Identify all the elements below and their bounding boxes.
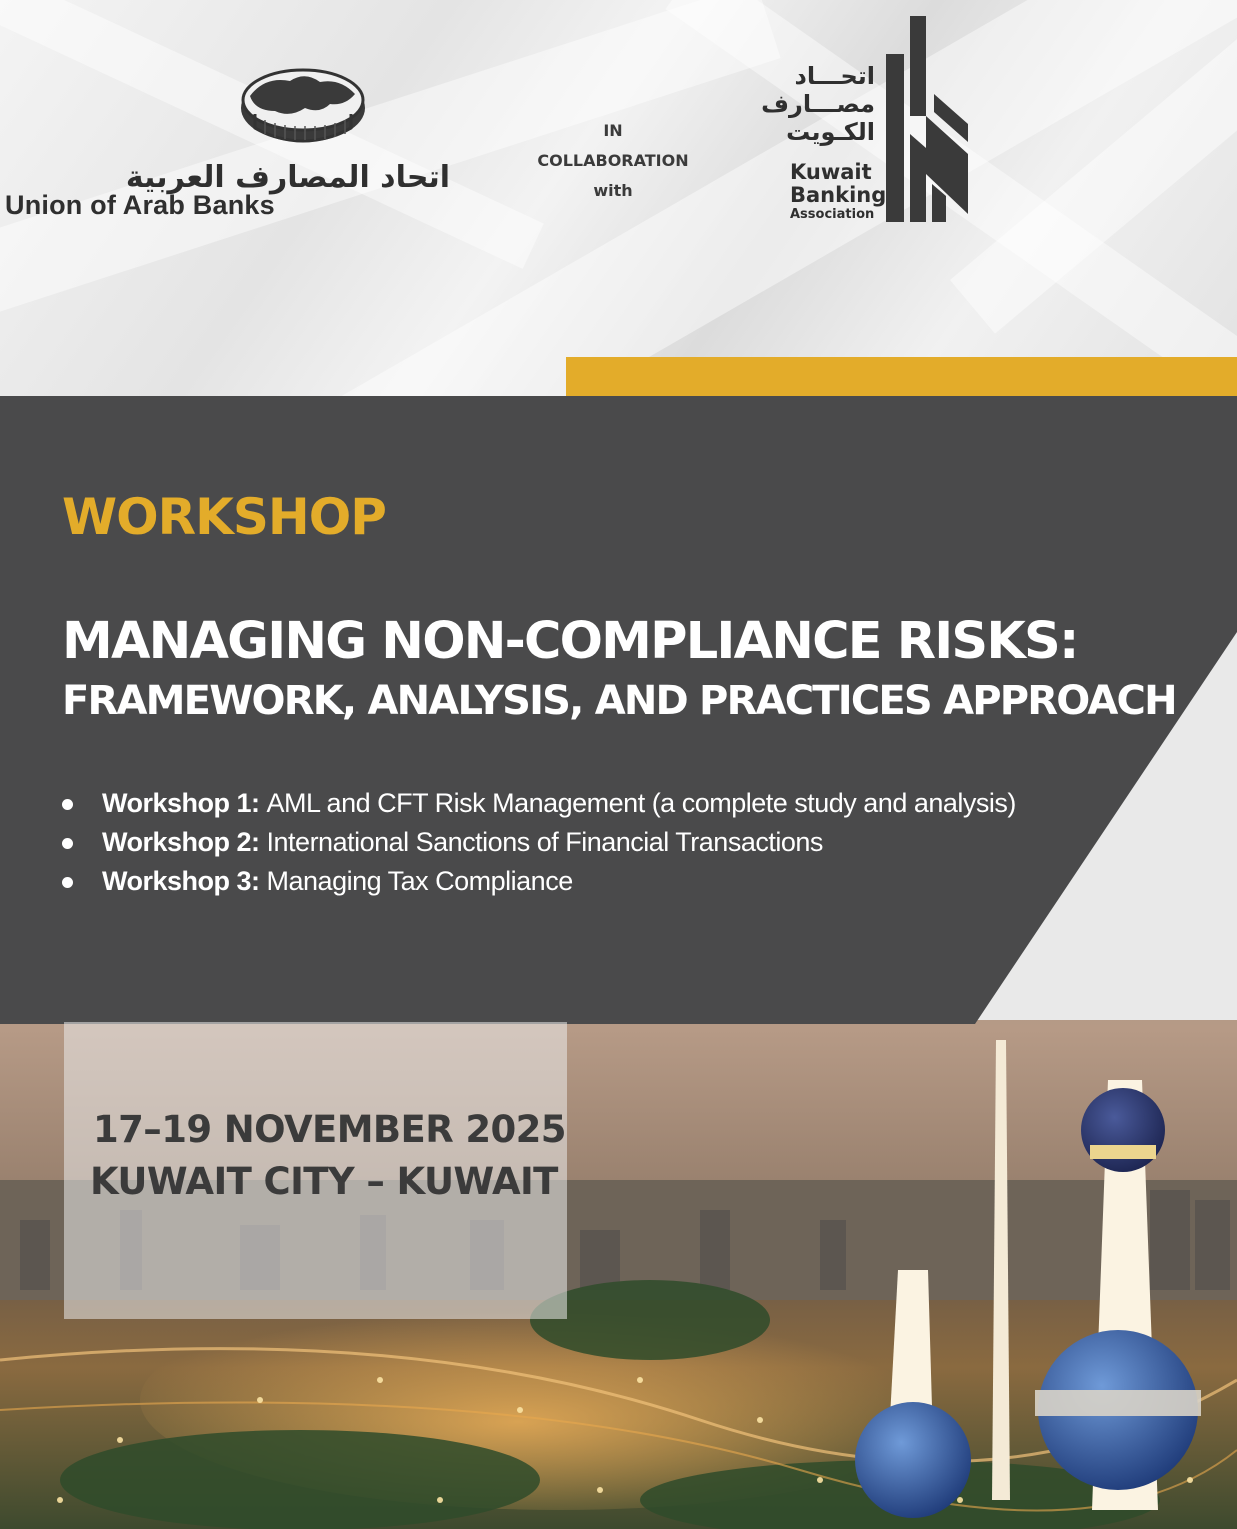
event-location: KUWAIT CITY – KUWAIT bbox=[90, 1160, 558, 1203]
uab-name: Union of Arab Banks bbox=[5, 190, 275, 220]
workshop-topic: AML and CFT Risk Management (a complete study and analysis) bbox=[266, 788, 1016, 818]
workshop-label: Workshop 2: bbox=[102, 827, 267, 857]
workshop-topic: International Sanctions of Financial Transactions bbox=[266, 827, 823, 857]
kba-arabic-line: اتحـــاد bbox=[794, 62, 875, 90]
kba-name-line: Kuwait bbox=[790, 160, 872, 184]
uab-arabic-wordmark: اتحاد المصارف العربية bbox=[125, 160, 450, 195]
kba-arabic-line: مصـــارف bbox=[761, 90, 875, 118]
collab-line: COLLABORATION bbox=[537, 151, 689, 170]
kba-name-line: Association bbox=[790, 207, 875, 222]
event-title: MANAGING NON-COMPLIANCE RISKS: bbox=[62, 612, 1078, 671]
workshop-item bbox=[60, 823, 1016, 862]
kba-monogram-icon bbox=[884, 14, 970, 224]
kba-arabic-line: الكـويت bbox=[786, 118, 875, 146]
workshop-item bbox=[60, 784, 1016, 823]
workshop-label: Workshop 3: bbox=[102, 866, 267, 896]
workshop-list bbox=[60, 784, 1016, 901]
workshop-topic: Managing Tax Compliance bbox=[266, 866, 573, 896]
collab-line: IN bbox=[603, 121, 623, 140]
bullet-icon bbox=[62, 838, 73, 849]
event-dates: 17–19 NOVEMBER 2025 bbox=[93, 1108, 566, 1151]
event-type-label: WORKSHOP bbox=[62, 488, 386, 546]
event-subtitle: FRAMEWORK, ANALYSIS, AND PRACTICES APPROACH bbox=[62, 678, 1176, 724]
globe-coin-icon bbox=[155, 56, 455, 156]
workshop-item bbox=[60, 862, 1016, 901]
kba-name-line: Banking bbox=[790, 183, 887, 207]
collab-line: with bbox=[593, 181, 633, 200]
bullet-icon bbox=[62, 799, 73, 810]
accent-bar bbox=[566, 357, 1237, 396]
workshop-label: Workshop 1: bbox=[102, 788, 267, 818]
bullet-icon bbox=[62, 877, 73, 888]
collaboration-note bbox=[530, 116, 696, 206]
